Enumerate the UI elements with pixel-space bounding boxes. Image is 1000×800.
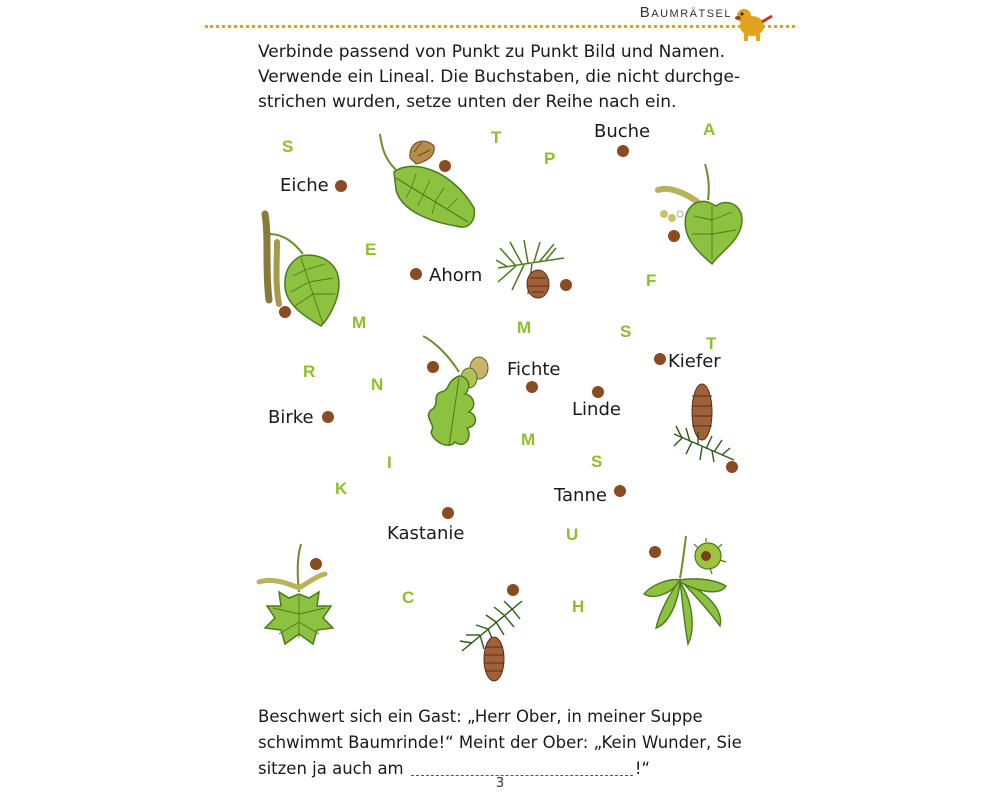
instruction-line: Verbinde passend von Punkt zu Punkt Bild und Namen. bbox=[258, 42, 726, 62]
puzzle-letter: K bbox=[335, 479, 348, 498]
connect-dot[interactable] bbox=[335, 180, 347, 192]
connect-dot[interactable] bbox=[654, 353, 666, 365]
puzzle-letter: T bbox=[706, 334, 717, 353]
linden-leaf-icon bbox=[650, 160, 750, 265]
puzzle-letter: S bbox=[282, 137, 294, 156]
joke-line-end: !“ bbox=[634, 759, 651, 778]
puzzle-letter: A bbox=[703, 120, 716, 139]
tree-name-buche: Buche bbox=[594, 121, 651, 142]
puzzle-letter: I bbox=[387, 453, 392, 472]
instructions bbox=[258, 40, 758, 115]
puzzle-letter: R bbox=[303, 362, 316, 381]
puzzle-letter: S bbox=[620, 322, 632, 341]
connect-dot[interactable] bbox=[322, 411, 334, 423]
instruction-line: Verwende ein Lineal. Die Buchstaben, die nicht durchge- bbox=[258, 67, 741, 87]
mascot-dog-icon bbox=[728, 2, 774, 42]
tree-name-kastanie: Kastanie bbox=[387, 523, 465, 544]
oak-leaf-icon bbox=[415, 332, 495, 454]
joke-line-start: sitzen ja auch am bbox=[258, 759, 404, 778]
connect-dot[interactable] bbox=[507, 584, 519, 596]
tree-name-tanne: Tanne bbox=[554, 485, 607, 506]
puzzle-letter: M bbox=[517, 318, 532, 337]
tree-name-eiche: Eiche bbox=[280, 175, 329, 196]
joke-text bbox=[258, 704, 798, 782]
instruction-line: strichen wurden, setze unten der Reihe nach ein. bbox=[258, 92, 677, 112]
spruce-cone-sprig-icon bbox=[672, 382, 738, 464]
puzzle-letter: F bbox=[646, 271, 657, 290]
connect-dot[interactable] bbox=[442, 507, 454, 519]
tree-name-linde: Linde bbox=[572, 399, 621, 420]
connect-dot[interactable] bbox=[410, 268, 422, 280]
puzzle-letter: T bbox=[491, 128, 502, 147]
fir-cone-sprig-icon bbox=[458, 597, 528, 685]
beech-leaf-icon bbox=[372, 130, 482, 235]
puzzle-letter: M bbox=[352, 313, 367, 332]
birch-leaf-icon bbox=[255, 208, 350, 328]
connect-dot[interactable] bbox=[614, 485, 626, 497]
puzzle-letter: M bbox=[521, 430, 536, 449]
joke-line: Beschwert sich ein Gast: „Herr Ober, in meiner Suppe bbox=[258, 707, 703, 726]
connect-dot[interactable] bbox=[526, 381, 538, 393]
page-header-title: Baumrätsel bbox=[639, 4, 732, 21]
tree-name-fichte: Fichte bbox=[507, 359, 561, 380]
puzzle-letter: H bbox=[572, 597, 585, 616]
connect-dot[interactable] bbox=[592, 386, 604, 398]
joke-line: schwimmt Baumrinde!“ Meint der Ober: „Kein Wunder, Sie bbox=[258, 733, 742, 752]
puzzle-letter: U bbox=[566, 525, 579, 544]
maple-leaf-icon bbox=[255, 542, 340, 657]
connect-dot[interactable] bbox=[617, 145, 629, 157]
chestnut-leaf-icon bbox=[640, 532, 735, 650]
puzzle-letter: E bbox=[365, 240, 377, 259]
tree-name-kiefer: Kiefer bbox=[668, 351, 721, 372]
page-number: 3 bbox=[495, 776, 505, 791]
puzzle-letter: C bbox=[402, 588, 415, 607]
puzzle-letter: P bbox=[544, 149, 556, 168]
header-dotted-line bbox=[205, 25, 795, 28]
puzzle-letter: N bbox=[371, 375, 384, 394]
tree-name-ahorn: Ahorn bbox=[429, 265, 483, 286]
pine-cone-sprig-icon bbox=[496, 238, 571, 303]
tree-name-birke: Birke bbox=[268, 407, 314, 428]
puzzle-letter: S bbox=[591, 452, 603, 471]
